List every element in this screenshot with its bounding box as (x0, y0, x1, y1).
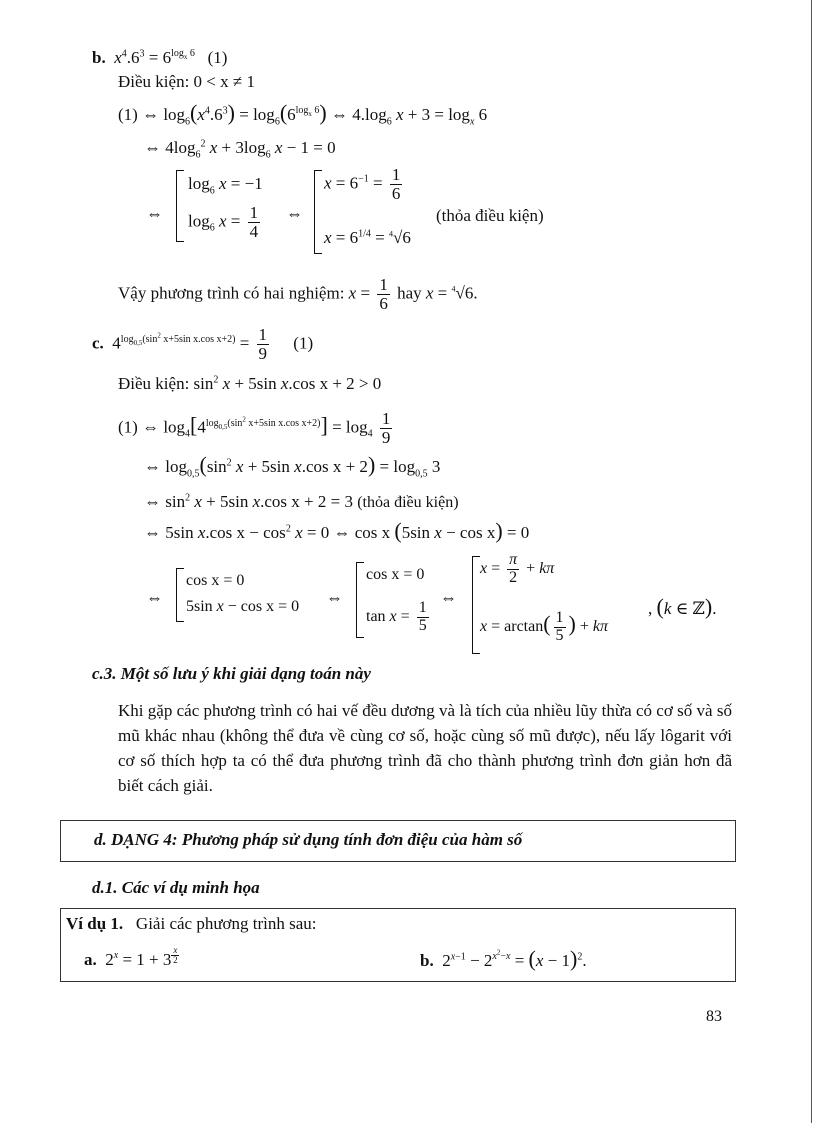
page-number: 83 (706, 1008, 722, 1025)
section-c3-paragraph: Khi gặp các phương trình có hai vế đều dương và là tích của nhiều lũy thừa có cơ số và số mũ khác nhau (không thể đưa về cùng cơ số, hoặc cùng số mũ được), nếu lấy lôgarit với cơ số thích hợp ta có thể đưa phương trình đã cho thành phương trình đơn giản hơn đã biết cách giải. (118, 701, 732, 795)
example1-label: Ví dụ 1. (66, 914, 124, 933)
part-c-sys1-b: 5sin x − cos x = 0 (186, 598, 300, 615)
example1-title (66, 914, 317, 934)
part-b-sys-b1: $x = 6^{-1}$ = $\frac{1}{6}$ (324, 165, 401, 203)
part-b-equiv-2: ⇔ (286, 204, 303, 223)
part-c-equiv-1: ⇔ (146, 588, 163, 607)
example1-prompt: Giải các phương trình sau: (135, 914, 317, 933)
part-b-equiv-1: ⇔ (146, 204, 163, 223)
part-b-note: (thỏa điều kiện) (436, 206, 544, 225)
part-c-bracket-2 (356, 562, 364, 638)
part-c-sys2-b: tan x = $\frac{1}{5}$ (366, 599, 427, 634)
part-c-sys2-a: cos x = 0 (366, 566, 425, 583)
part-b-step2: ⇔ $4\log_6^2$ $x + 3\log_6$ x − 1 = 0 (144, 138, 336, 161)
part-c-sys3-a: x = $\frac{\pi}{2}$ + kπ (480, 551, 555, 586)
example1-eq-a: a. $2^x = 1 + 3$ $^{\frac{x}{2}}$ (84, 945, 178, 969)
example1-eq-b: b. $2^{x-1} - 2^{x^2-x} = (x - 1)^2$. (420, 946, 587, 971)
part-c-equation: c. $4^{log_{0,5}(sin^2 x+5sin x.cos x+2)}$ = $\frac{1}{9}$ (1) (92, 325, 314, 363)
page-edge-line (811, 0, 812, 1123)
part-c-equiv-3: ⇔ (440, 588, 457, 607)
part-b-condition: Điều kiện: 0 < x ≠ 1 (118, 72, 255, 91)
part-b-sys-b2: $x = 6^{1/4} = ^4√6$ (324, 228, 411, 247)
section-d1-heading: d.1. Các ví dụ minh họa (92, 878, 260, 897)
part-c-equiv-2: ⇔ (326, 588, 343, 607)
section-d-title: d. DẠNG 4: Phương pháp sử dụng tính đơn điệu của hàm số (94, 830, 523, 849)
part-b-sys-a1: $\log_6 x = -1$ (188, 174, 263, 197)
part-b-bracket-2 (314, 170, 322, 254)
part-c-tail: , (k ∈ ℤ). (648, 594, 717, 619)
part-c-bracket-3 (472, 556, 480, 654)
part-c-step3: ⇔ $\sin^2 x + 5\sin$ x.cos x + 2 = 3 (thỏa điều kiện) (144, 492, 459, 511)
part-c-bracket-1 (176, 568, 184, 622)
section-c3-heading: c.3. Một số lưu ý khi giải dạng toán này (92, 664, 371, 683)
part-b-conclusion: Vậy phương trình có hai nghiệm: x = $\frac{1}{6}$ hay x = $^4$√6. (118, 275, 478, 313)
part-c-step2: ⇔ $\log_{0,5}(\sin^2$ x + 5sin x.cos $x + 2) = \log_{0,5} 3$ (144, 452, 441, 480)
part-b-bracket-1 (176, 170, 184, 242)
part-c-sys1-a: cos x = 0 (186, 572, 245, 589)
part-b-equation: b. $x^4.6^3 = 6^{log_x 6}$ (1) (92, 48, 228, 67)
part-b-sys-a2: $\log_6 x$ = $\frac{1}{4}$ (188, 203, 259, 241)
part-c-sys3-b: x = arctan( $\frac{1}{5}$ ) + kπ (480, 609, 609, 644)
part-c-step1: (1) ⇔ $\log_4[4^{log_{0,5}(sin^2 x+5sin x.cos x+2)}] = \log_4$ $\frac{1}{9}$ (118, 409, 391, 447)
part-c-step4: ⇔ 5sin x.cos $x - \cos^2 x = 0$ ⇔ cos x (5sin x − cos x) = 0 (144, 518, 530, 543)
part-c-condition: Điều kiện: $\sin^2 x + 5\sin$ x.cos x + 2 > 0 (118, 374, 382, 393)
part-b-step1: (1) ⇔ $\log_6(x^4.6^3) = \log_6(6^{log_x 6})$ ⇔ $4.\log_6$ $x + 3 = \log_x 6$ (118, 100, 488, 128)
